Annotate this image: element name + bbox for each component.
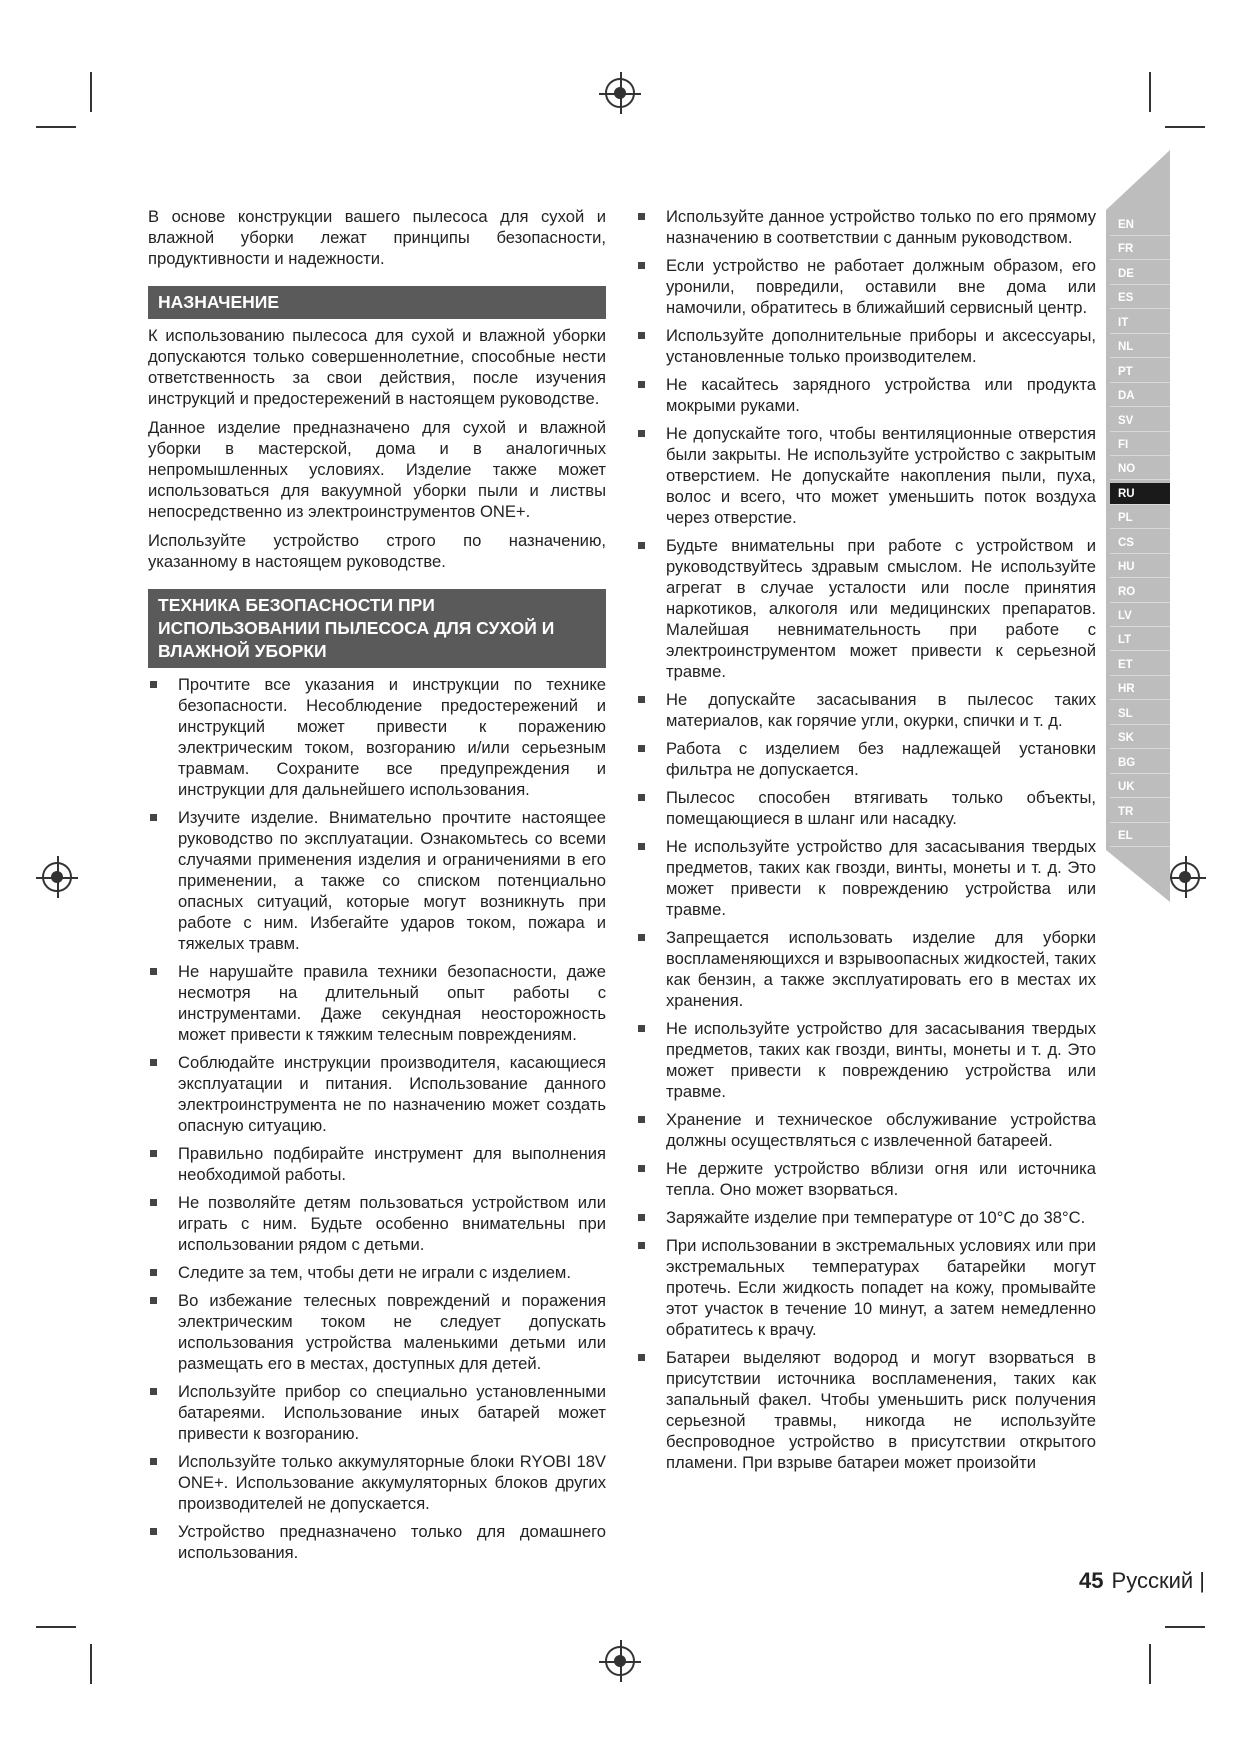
list-item: Работа с изделием без надлежащей установки фильтра не допускается.: [636, 738, 1096, 780]
crop-mark: [36, 126, 76, 128]
language-tab-it[interactable]: IT: [1110, 312, 1170, 334]
language-tab-pl[interactable]: PL: [1110, 507, 1170, 529]
language-tab-da[interactable]: DA: [1110, 385, 1170, 407]
list-item: Во избежание телесных повреждений и поражения электрическим током не следует допускать использования устройства маленькими детьми или размещать его в местах, доступных для детей.: [148, 1290, 606, 1374]
language-tab-en[interactable]: EN: [1110, 214, 1170, 236]
language-tab-nl[interactable]: NL: [1110, 336, 1170, 358]
language-tab-sl[interactable]: SL: [1110, 703, 1170, 725]
list-item: Используйте прибор со специально установленными батареями. Использование иных батарей может привести к возгоранию.: [148, 1381, 606, 1444]
language-tab-sv[interactable]: SV: [1110, 410, 1170, 432]
paragraph: К использованию пылесоса для сухой и влажной уборки допускаются только совершеннолетние, способные нести ответственность за свои действия, после изучения инструкций и предостережений в настоящем руководстве.: [148, 326, 606, 408]
list-item: Не допускайте засасывания в пылесос таких материалов, как горячие угли, окурки, спички и т. д.: [636, 689, 1096, 731]
language-tab-de[interactable]: DE: [1110, 263, 1170, 285]
left-column: [148, 206, 606, 1570]
language-tabs: [1110, 214, 1170, 849]
list-item: Не допускайте того, чтобы вентиляционные отверстия были закрыты. Не используйте устройство с закрытым отверстием. Не допускайте накопления пыли, пуха, волос и всего, что может уменьшить поток воздуха через отверстие.: [636, 423, 1096, 528]
crop-mark: [90, 1644, 92, 1684]
list-item: Пылесос способен втягивать только объекты, помещающиеся в шланг или насадку.: [636, 787, 1096, 829]
right-column: [636, 206, 1096, 1480]
registration-mark-icon: [1170, 862, 1200, 892]
list-item: Будьте внимательны при работе с устройством и руководствуйтесь здравым смыслом. Не используйте агрегат в случае усталости или после принятия наркотиков, алкоголя или медицинских препаратов. Малейшая невнимательность при работе с электроинструментом может привести к серьезной травме.: [636, 535, 1096, 682]
language-tab-cs[interactable]: CS: [1110, 532, 1170, 554]
language-tab-fr[interactable]: FR: [1110, 238, 1170, 260]
page-number: 45: [1079, 1568, 1104, 1593]
language-tab-uk[interactable]: UK: [1110, 776, 1170, 798]
language-tab-sk[interactable]: SK: [1110, 727, 1170, 749]
list-item: Не держите устройство вблизи огня или источника тепла. Оно может взорваться.: [636, 1158, 1096, 1200]
language-tab-tr[interactable]: TR: [1110, 801, 1170, 823]
paragraph: Данное изделие предназначено для сухой и влажной уборки в мастерской, дома и в аналогичных непромышленных условиях. Изделие также может использоваться для вакуумной уборки пыли и листвы непосредственно из электроинструментов ONE+.: [148, 418, 606, 521]
list-item: Не используйте устройство для засасывания твердых предметов, таких как гвозди, винты, монеты и т. д. Это может привести к повреждению устройства или травме.: [636, 1018, 1096, 1102]
language-tab-ru[interactable]: RU: [1110, 483, 1170, 505]
safety-list: [148, 674, 606, 1563]
safety-list: [636, 206, 1096, 1473]
language-tab-ro[interactable]: RO: [1110, 581, 1170, 603]
language-tab-fi[interactable]: FI: [1110, 434, 1170, 456]
list-item: Запрещается использовать изделие для уборки воспламеняющихся и взрывоопасных жидкостей, таких как бензин, а также эксплуатировать его в местах их хранения.: [636, 927, 1096, 1011]
list-item: Правильно подбирайте инструмент для выполнения необходимой работы.: [148, 1143, 606, 1185]
crop-mark: [1149, 1644, 1151, 1684]
language-tab-pt[interactable]: PT: [1110, 361, 1170, 383]
language-tab-el[interactable]: EL: [1110, 825, 1170, 847]
registration-mark-icon: [605, 1646, 635, 1676]
crop-mark: [36, 1626, 76, 1628]
crop-mark: [1149, 72, 1151, 112]
list-item: Заряжайте изделие при температуре от 10°C до 38°C.: [636, 1207, 1096, 1228]
list-item: Если устройство не работает должным образом, его уронили, повредили, оставили вне дома или намочили, обратитесь в ближайший сервисный центр.: [636, 255, 1096, 318]
list-item: Используйте дополнительные приборы и аксессуары, установленные только производителем.: [636, 325, 1096, 367]
section-heading: НАЗНАЧЕНИЕ: [148, 286, 606, 319]
language-tab-lv[interactable]: LV: [1110, 605, 1170, 627]
list-item: Изучите изделие. Внимательно прочтите настоящее руководство по эксплуатации. Ознакомьтесь со всеми случаями применения изделия и ограничениями в его применении, а также со списком потенциально опасных ситуаций, которые могут возникнуть при работе с ним. Избегайте ударов током, пожара и тяжелых травм.: [148, 807, 606, 954]
crop-mark: [1165, 1626, 1205, 1628]
crop-mark: [1165, 126, 1205, 128]
language-tab-lt[interactable]: LT: [1110, 629, 1170, 651]
registration-mark-icon: [42, 862, 72, 892]
list-item: Хранение и техническое обслуживание устройства должны осуществляться с извлеченной батареей.: [636, 1109, 1096, 1151]
language-name: Русский: [1111, 1568, 1194, 1593]
crop-mark: [90, 72, 92, 112]
footer-separator: |: [1199, 1568, 1205, 1593]
list-item: Устройство предназначено только для домашнего использования.: [148, 1521, 606, 1563]
language-tab-hu[interactable]: HU: [1110, 556, 1170, 578]
list-item: Не нарушайте правила техники безопасности, даже несмотря на длительный опыт работы с инструментами. Даже секундная неосторожность может привести к тяжким телесным повреждениям.: [148, 961, 606, 1045]
list-item: Не касайтесь зарядного устройства или продукта мокрыми руками.: [636, 374, 1096, 416]
language-tab-bg[interactable]: BG: [1110, 752, 1170, 774]
list-item: Не позволяйте детям пользоваться устройством или играть с ним. Будьте особенно внимательны при использовании рядом с детьми.: [148, 1192, 606, 1255]
language-tab-no[interactable]: NO: [1110, 458, 1170, 480]
language-tab-es[interactable]: ES: [1110, 287, 1170, 309]
language-tab-hr[interactable]: HR: [1110, 678, 1170, 700]
list-item: Следите за тем, чтобы дети не играли с изделием.: [148, 1262, 606, 1283]
list-item: Соблюдайте инструкции производителя, касающиеся эксплуатации и питания. Использование данного электроинструмента не по назначению может создать опасную ситуацию.: [148, 1052, 606, 1136]
intro-paragraph: В основе конструкции вашего пылесоса для сухой и влажной уборки лежат принципы безопасности, продуктивности и надежности.: [148, 207, 606, 268]
registration-mark-icon: [605, 78, 635, 108]
language-tab-et[interactable]: ET: [1110, 654, 1170, 676]
list-item: Не используйте устройство для засасывания твердых предметов, таких как гвозди, винты, монеты и т. д. Это может привести к повреждению устройства или травме.: [636, 836, 1096, 920]
page-footer: [1079, 1568, 1205, 1594]
list-item: При использовании в экстремальных условиях или при экстремальных температурах батарейки могут протечь. Если жидкость попадет на кожу, промывайте этот участок в течение 10 минут, а затем немедленно обратитесь к врачу.: [636, 1235, 1096, 1340]
list-item: Прочтите все указания и инструкции по технике безопасности. Несоблюдение предостережений и инструкций может привести к поражению электрическим током, возгоранию и/или серьезным травмам. Сохраните все предупреждения и инструкции для дальнейшего использования.: [148, 674, 606, 800]
list-item: Батареи выделяют водород и могут взорваться в присутствии источника воспламенения, таких как запальный факел. Чтобы уменьшить риск получения серьезной травмы, никогда не используйте беспроводное устройство в присутствии открытого пламени. При взрыве батареи может произойти: [636, 1347, 1096, 1473]
list-item: Используйте данное устройство только по его прямому назначению в соответствии с данным руководством.: [636, 206, 1096, 248]
paragraph: Используйте устройство строго по назначению, указанному в настоящем руководстве.: [148, 531, 606, 571]
section-heading: ТЕХНИКА БЕЗОПАСНОСТИ ПРИ ИСПОЛЬЗОВАНИИ ПЫЛЕСОСА ДЛЯ СУХОЙ И ВЛАЖНОЙ УБОРКИ: [148, 589, 606, 668]
list-item: Используйте только аккумуляторные блоки RYOBI 18V ONE+. Использование аккумуляторных блоков других производителей не допускается.: [148, 1451, 606, 1514]
